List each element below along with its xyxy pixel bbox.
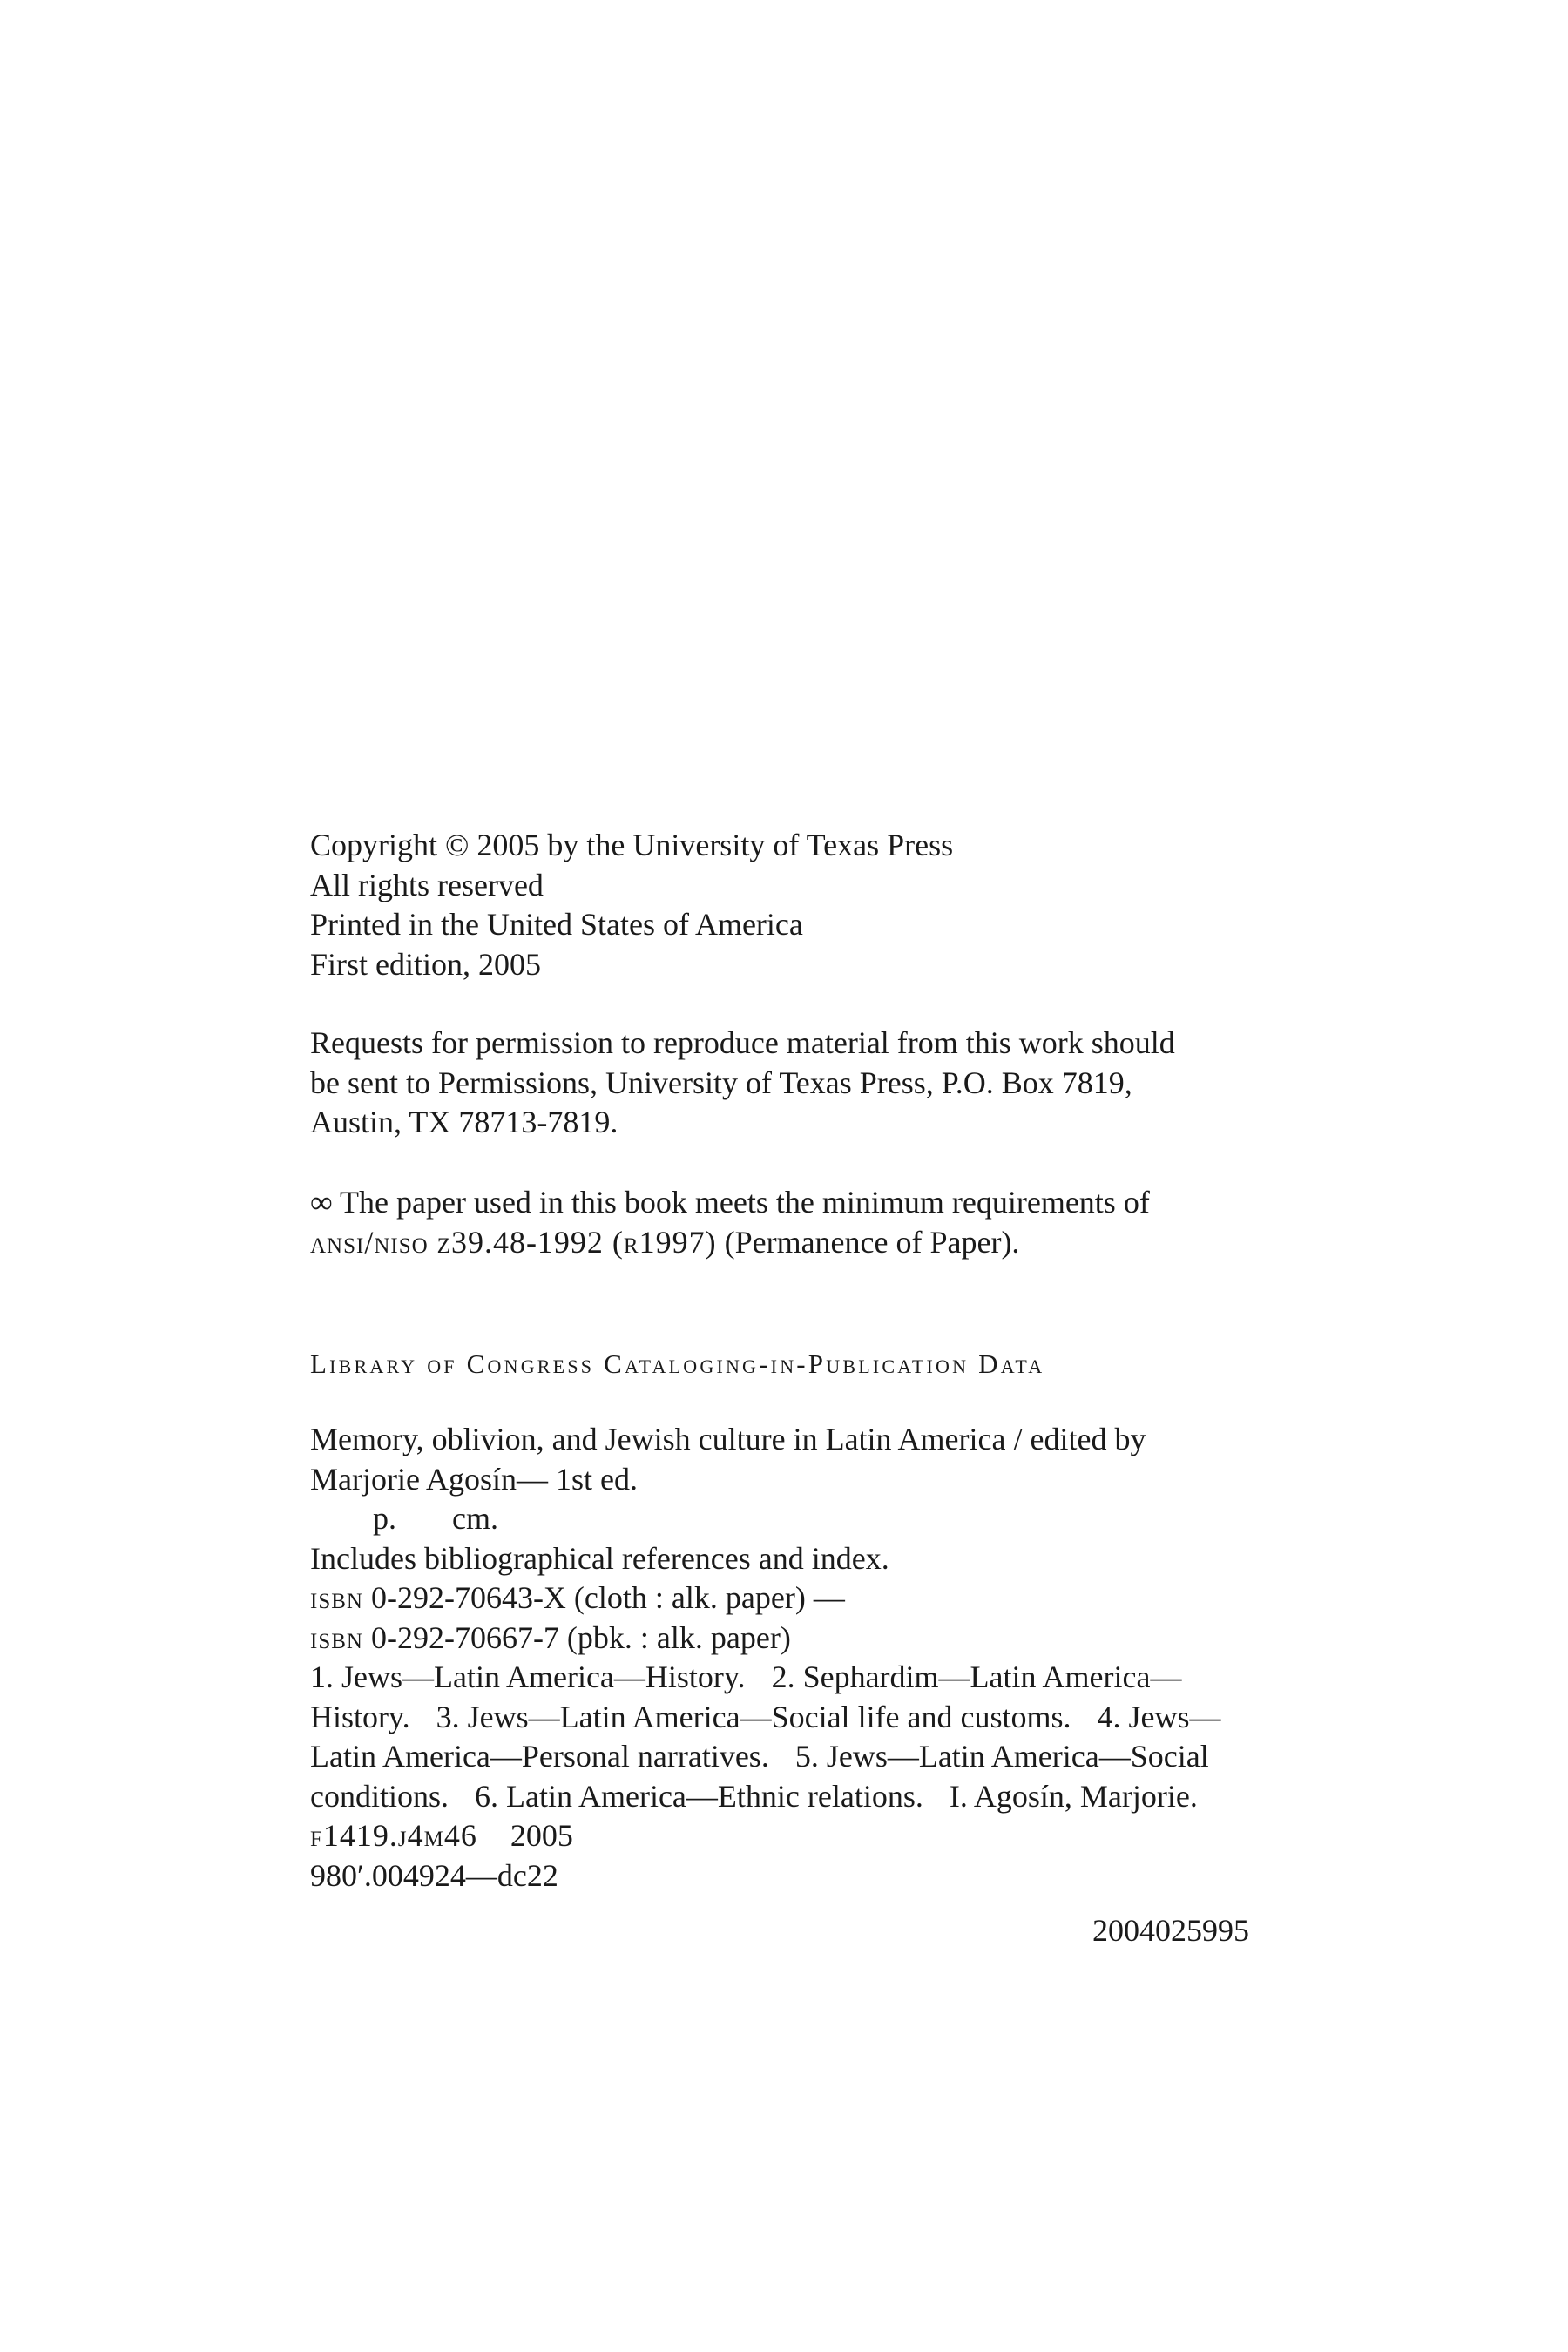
subject-line: [310, 1698, 1268, 1738]
subject-line: [310, 1777, 1268, 1817]
subject-segment: 3. Jews—Latin America—Social life and customs.: [436, 1699, 1071, 1734]
paper-standard-block: [310, 1183, 1268, 1262]
isbn-pbk: 0-292-70667-7 (pbk. : alk. paper): [362, 1619, 791, 1655]
cip-physical-line: [310, 1499, 1268, 1539]
subject-line: [310, 1737, 1268, 1777]
lc-year: 2005: [510, 1818, 573, 1853]
subject-segment: Latin America—Personal narratives.: [310, 1739, 769, 1774]
edition-line: First edition, 2005: [310, 946, 542, 982]
permissions-line: Austin, TX 78713-7819.: [310, 1105, 618, 1139]
isbn-pbk-line: [310, 1619, 1268, 1659]
cip-title-line: Marjorie Agosín— 1st ed.: [310, 1461, 638, 1497]
subject-segment: 5. Jews—Latin America—Social: [794, 1739, 1209, 1774]
cip-cm: cm.: [452, 1501, 498, 1536]
cip-record: [310, 1420, 1268, 1896]
dewey-line: 980′.004924—dc22: [310, 1857, 558, 1893]
lc-class-number: f1419.j4m46: [310, 1818, 477, 1853]
permissions-block: [310, 1024, 1268, 1143]
subject-segment: 1. Jews—Latin America—History.: [310, 1659, 746, 1694]
subject-segment: 6. Latin America—Ethnic relations.: [475, 1778, 923, 1814]
cip-pages: p.: [373, 1501, 396, 1536]
lc-class-line: [310, 1816, 1268, 1856]
paper-standard-line: [310, 1223, 1268, 1263]
permanence-text: (Permanence of Paper).: [716, 1224, 1020, 1260]
cip-title-line: Memory, oblivion, and Jewish culture in Latin America / edited by: [310, 1422, 1146, 1456]
copyright-block: [310, 826, 1268, 984]
permissions-line: be sent to Permissions, University of Texas Press, P.O. Box 7819,: [310, 1064, 1132, 1100]
cip-note: Includes bibliographical references and index.: [310, 1540, 889, 1576]
subject-line: [310, 1658, 1268, 1698]
paper-line: ∞ The paper used in this book meets the minimum requirements of: [310, 1185, 1150, 1220]
subject-segment: History.: [310, 1699, 410, 1734]
subject-segment: conditions.: [310, 1778, 449, 1814]
printed-line: Printed in the United States of America: [310, 907, 803, 942]
copyright-line: Copyright © 2005 by the University of Texas Press: [310, 828, 954, 862]
subject-segment: 4. Jews—: [1097, 1699, 1221, 1734]
isbn-cloth-line: [310, 1578, 1268, 1619]
subject-segment: 2. Sephardim—Latin America—: [771, 1659, 1182, 1694]
permissions-line: Requests for permission to reproduce material from this work should: [310, 1025, 1175, 1060]
isbn-label: isbn: [310, 1619, 363, 1655]
cip-heading: Library of Congress Cataloging-in-Publication Data: [310, 1348, 1045, 1379]
isbn-label: isbn: [310, 1580, 363, 1615]
isbn-cloth: 0-292-70643-X (cloth : alk. paper) —: [362, 1580, 845, 1615]
subject-segment: I. Agosín, Marjorie.: [949, 1778, 1198, 1814]
rights-line: All rights reserved: [310, 867, 544, 902]
lccn-number: 2004025995: [1092, 1913, 1249, 1948]
ansi-standard: ansi/niso z39.48-1992 (r1997): [310, 1224, 717, 1260]
